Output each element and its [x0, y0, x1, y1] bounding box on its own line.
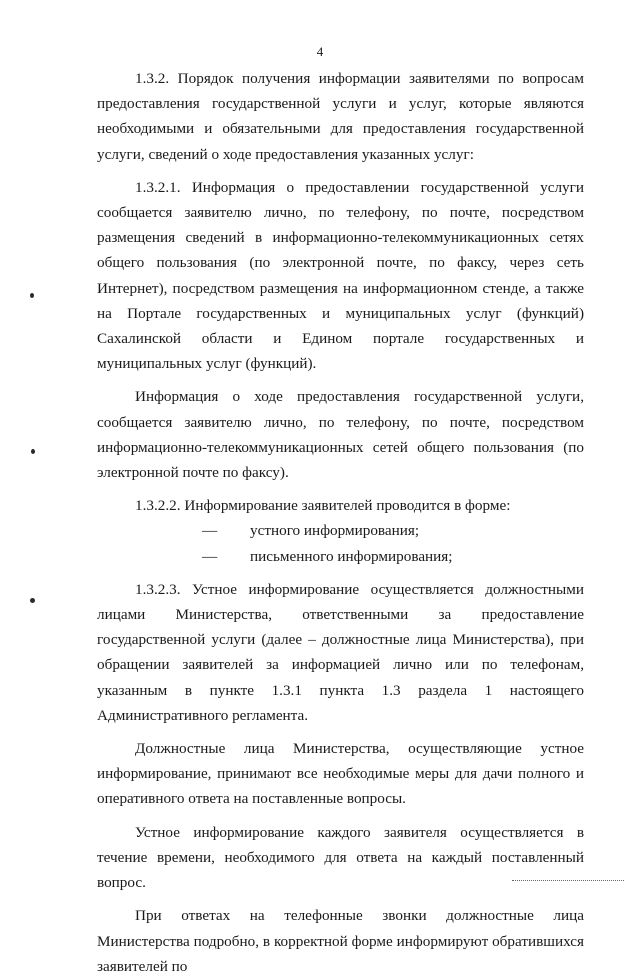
list-item: [97, 518, 584, 543]
scan-speck: [31, 449, 35, 454]
document-body: [97, 66, 584, 979]
list-item-text: письменного информирования;: [250, 547, 453, 565]
list-dash: —: [202, 547, 218, 565]
list-item-text: устного информирования;: [250, 522, 420, 540]
paragraph-progress-info: Информация о ходе предоставления государственной услуги, сообщается заявителю лично, по телефону, по почте, посредством информационно-телекоммуникационных сетей общего пользования (по электронной почте по факсу).: [97, 388, 584, 482]
list-item: [97, 544, 584, 569]
paragraph-1-3-2-3: 1.3.2.3. Устное информирование осуществляется должностными лицами Министерства, ответственными за предоставление государственной услуги (далее – должностные лица Министерства), при обращении заявителей за информацией лично или по телефонам, указанным в пункте 1.3.1 пункта 1.3 раздела 1 настоящего Административного регламента.: [97, 580, 584, 724]
paragraph-1-3-2-2: 1.3.2.2. Информирование заявителей проводится в форме:: [135, 497, 511, 515]
list-dash: —: [202, 522, 218, 540]
footer-dotted-line: [512, 880, 624, 882]
scan-speck: [30, 598, 35, 603]
paragraph-1-3-2-1: 1.3.2.1. Информация о предоставлении государственной услуги сообщается заявителю лично, по телефону, по почте, посредством размещения сведений в информационно-телекоммуникационных сетях общего пользования (по электронной почте, по факсу, через сеть Интернет), посредством размещения на информационном стенде, а также на Портале государственных и муниципальных услуг (функций) Сахалинской области и Едином портале государственных и муниципальных услуг (функций).: [97, 178, 584, 373]
paragraph-1-3-2: 1.3.2. Порядок получения информации заявителями по вопросам предоставления государственной услуги и услуг, которые являются необходимыми и обязательными для предоставления государственной услуги, сведений о ходе предоставления указанных услуг:: [97, 70, 584, 163]
paragraph-phone-calls: При ответах на телефонные звонки должностные лица Министерства подробно, в корректной форме информируют обратившихся заявителей по: [97, 907, 584, 975]
page-number: 4: [316, 44, 324, 59]
scan-speck: [30, 293, 34, 298]
paragraph-oral-info: Устное информирование каждого заявителя осуществляется в течение времени, необходимого для ответа на каждый поставленный вопрос.: [97, 823, 584, 892]
paragraph-officials: Должностные лица Министерства, осуществляющие устное информирование, принимают все необходимые меры для дачи полного и оперативного ответа на поставленные вопросы.: [97, 740, 584, 808]
